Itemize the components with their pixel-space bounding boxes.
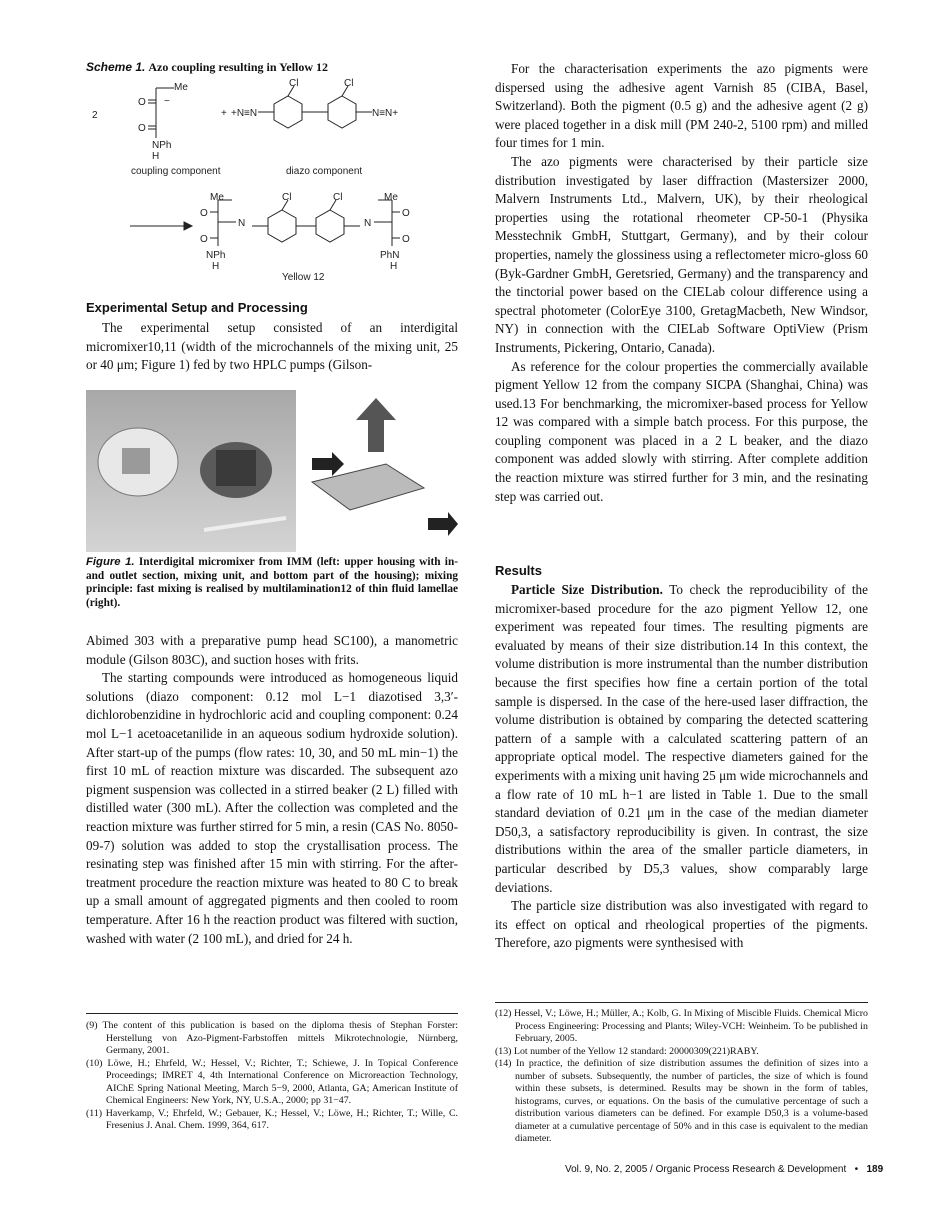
journal-info: Vol. 9, No. 2, 2005 / Organic Process Research & Development [565, 1164, 847, 1175]
page-number: 189 [866, 1164, 884, 1175]
figure-1-image [86, 390, 458, 552]
svg-text:N≡N+: N≡N+ [372, 108, 399, 119]
coupling-label: coupling component [131, 166, 221, 177]
figure-caption-text: Interdigital micromixer from IMM (left: upper housing with in- and outlet section, mixing unit, and bottom part of the housing); mixing principle: fast mixing is realised by multilamination12 of thin fluid lamellae (right). [86, 556, 458, 609]
footnote-9: (9) The content of this publication is based on the diploma thesis of Stephan Forster: Herstellung von Azo-Pigment-Farbstoffen mittels Mikrotechnologie, Nürnberg, Germany, 2001. [86, 1020, 458, 1056]
right-body-results [495, 581, 868, 953]
svg-text:O: O [402, 234, 410, 245]
svg-text:Cl: Cl [344, 78, 354, 89]
left-paragraph-3: The starting compounds were introduced as homogeneous liquid solutions (diazo component: 0.12 mol L−1 diazotised 3,3′-dichlorobenzidine in hydrochloric acid and coupling component: 0.24 mol L−1 acetoacetanilide in an aqueous sodium hydroxide solution). After start-up of the pumps (flow rates: 10, 30, and 50 mL min−1) the first 10 mL of reaction mixture was discarded. The subsequent azo pigment suspension was collected in a stirred beaker (2 L) filled with distilled water (300 mL). After the collection was completed and the reaction mixture was further stirred for 5 min, a resin (CAS No. 8050-09-7) solution was added to stop the crystallisation process. The resinating step was finished after 15 min with stirring. For the after-treatment procedure the reaction mixture was heated to 80 C to break up a small amount of aggregated pigments and then cooled to room temperature. After 16 h the reaction product was filtered with suction, washed with water (2 100 mL), and dried for 24 h. [86, 670, 458, 946]
svg-text:O: O [402, 208, 410, 219]
right-paragraph-2: The azo pigments were characterised by their particle size distribution investigated by laser diffraction (Mastersizer 2000, Malvern Instruments Ltd., Malvern, UK), by their rheological properties using the rotational rheometer CP-50-1 (Physika Messtechnik GmbH, Stuttgart, Germany), and by their colour properties, namely the glossiness using a reflectometer micro-gloss 60 (Byk-Gardner GmbH, Geretsried, Germany) and the transparency and the tinctorial power based on the CIELab colour difference using a spectral photometer (ColorEye 3100, GretagMacbeth, New Windsor, NY) in connection with the CIELab Software OptiView (Prism Instruments, Pickering, Ontario, Canada). [495, 153, 868, 355]
svg-text:Me: Me [210, 192, 224, 203]
figure-label: Figure 1. [86, 556, 135, 568]
inlet-arrow-left [312, 452, 344, 476]
footnote-11: (11) Haverkamp, V.; Ehrfeld, W.; Gebauer, K.; Hessel, V.; Löwe, H.; Richter, T.; Wille, C. Fresenius J. Anal. Chem. 1999, 364, 617. [86, 1107, 458, 1131]
svg-text:NPh: NPh [206, 250, 226, 261]
scheme-label: Scheme 1. [86, 60, 146, 74]
svg-text:O: O [200, 208, 208, 219]
footnote-13: (13) Lot number of the Yellow 12 standard: 20000309(221)RABY. [495, 1045, 759, 1057]
svg-text:Cl: Cl [282, 192, 292, 203]
scheme-title [86, 60, 328, 75]
psd-subheading: Particle Size Distribution. [511, 582, 663, 597]
left-footnotes [86, 1020, 458, 1133]
footnote-rule-right [495, 1002, 868, 1003]
svg-text:Cl: Cl [333, 192, 343, 203]
product-ring-left [268, 210, 296, 242]
coefficient: 2 [92, 110, 98, 121]
svg-text:H: H [390, 261, 398, 272]
svg-text:O: O [138, 97, 146, 108]
right-paragraph-5: The particle size distribution was also investigated with regard to its effect on optical and rheological properties of the pigments. Therefore, azo pigments were synthesised with [495, 898, 868, 951]
svg-text:−: − [164, 96, 170, 107]
svg-text:Cl: Cl [289, 78, 299, 89]
right-body-top [495, 60, 868, 506]
figure-1-caption [86, 556, 458, 610]
footnote-14: (14) In practice, the definition of size distribution assumes the definition of sizes into a number of subsets. Subsequently, the number of particles, the size of which is found within these subsets, is determined. Results may be shown in the form of tables, histograms, curves, or equations. On the basis of the cumulative percentage of such a distribution various diameters can be defined. For example D50,3 is a volume-based diameter at a cumulative percentage of 50% and in this case is equivalent to the median diameter. [495, 1058, 868, 1144]
svg-text:PhN: PhN [380, 250, 400, 261]
svg-text:H: H [212, 261, 220, 272]
footnote-rule-left [86, 1013, 458, 1014]
right-footnotes [495, 1008, 868, 1146]
diazo-label: diazo component [286, 166, 363, 177]
section-heading-experimental: Experimental Setup and Processing [86, 300, 308, 315]
inlet-arrow-right [428, 512, 458, 536]
svg-text:N: N [238, 218, 246, 229]
right-paragraph-3: As reference for the colour properties the commercially available pigment Yellow 12 from the company SICPA (Shanghai, China) was used.13 For benchmarking, the micromixer-based process for Yellow 12 was compared with a simple batch process. For this purpose, the coupling component was placed in a 2 L beaker, and the diazo component was added slowly with stirring. After complete addition the reaction mixture was stirred further for 3 min, and the resinating step was carried out. [495, 358, 868, 504]
left-paragraph-1-wrap [86, 319, 458, 375]
footnote-10: (10) Löwe, H.; Ehrfeld, W.; Hessel, V.; Richter, T.; Schiewe, J. In Topical Conference Proceedings; IMRET 4, 4th International Conference on Microreaction Technology, AIChE Spring National Meeting, March 5−9, 2000, Atlanta, GA; American Institute of Chemical Engineers: New York, NY, U.S.A., 2000; pp 31−47. [86, 1057, 458, 1106]
svg-text:Me: Me [384, 192, 398, 203]
svg-text:N: N [364, 218, 372, 229]
scheme-caption: Azo coupling resulting in Yellow 12 [148, 60, 329, 74]
section-heading-results: Results [495, 563, 542, 578]
svg-text:H: H [152, 151, 160, 162]
scheme-diagram [86, 76, 458, 288]
left-paragraph-2: Abimed 303 with a preparative pump head SC100), a manometric module (Gilson 803C), and suction hoses with frits. [86, 633, 458, 667]
me-label: Me [174, 82, 188, 93]
right-paragraph-1: For the characterisation experiments the azo pigments were dispersed using the adhesive agent Varnish 85 (CIBA, Basel, Switzerland). Both the pigment (0.5 g) and the adhesive agent (2 g) were placed together in a disk mill (PM 240-2, 5100 rpm) and milled four times for 1 min. [495, 61, 868, 151]
mixing-element [312, 464, 424, 510]
product-label: Yellow 12 [282, 272, 325, 283]
svg-text:+N≡N: +N≡N [231, 108, 258, 119]
footnote-12: (12) Hessel, V.; Löwe, H.; Müller, A.; Kolb, G. In Mixing of Miscible Fluids. Chemical Micro Process Engineering: Processing and Plants; Wiley-VCH: Weinheim. To be published in February, 2005. [495, 1008, 868, 1044]
page-footer [565, 1164, 883, 1175]
footer-bullet: • [854, 1164, 859, 1175]
diazo-ring-right [328, 96, 356, 128]
diazo-ring-left [274, 96, 302, 128]
product-ring-right [316, 210, 344, 242]
plus-sign: + [221, 108, 227, 119]
left-paragraph-1: The experimental setup consisted of an interdigital micromixer10,11 (width of the microchannels of the mixing unit, 25 or 40 μm; Figure 1) fed by two HPLC pumps (Gilson- [86, 320, 458, 373]
svg-text:O: O [200, 234, 208, 245]
right-paragraph-4: Particle Size Distribution. To check the reproducibility of the micromixer-based procedure for the azo pigment Yellow 12, one experiment was repeated four times. The resulting pigments are evaluated by means of their size distribution.14 In this context, the volume distribution is more instrumental than the number distribution because the first specifies how fine a certain portion of the total sample is dispersed. In the case of the here-used laser diffraction, the volume distribution is obtained by comparing the detected scattering pattern of a sample with a calculated scattering pattern of an appropriate optical model. The respective diameters gained for the experiments with a mixing unit having 25 μm wide microchannels and a flow rate of 10 mL h−1 are listed in Table 1. Due to the small standard deviation of 0.21 μm in the case of the median diameter D50,3, a satisfactory reproducibility is given. In contrast, the size distributions within the area of the smaller particle diameters, in particular described by D5,3 values, show comparably large deviations. [495, 582, 868, 895]
left-body [86, 632, 458, 948]
svg-text:NPh: NPh [152, 140, 172, 151]
svg-text:O: O [138, 123, 146, 134]
outlet-arrow [356, 398, 396, 452]
